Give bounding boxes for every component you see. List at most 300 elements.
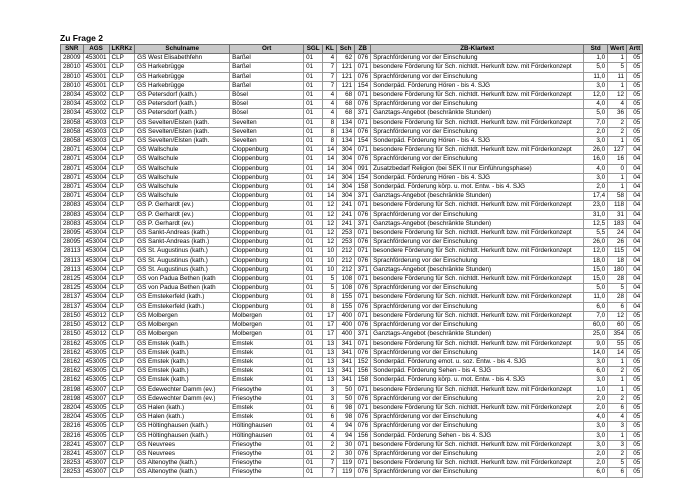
- table-cell: Cloppenburg: [230, 219, 304, 228]
- table-cell: 134: [337, 137, 355, 146]
- table-cell: 453001: [83, 63, 109, 72]
- table-cell: 071: [355, 247, 371, 256]
- table-cell: 9,0: [584, 339, 608, 348]
- table-cell: GS Molbergen: [135, 321, 230, 330]
- table-cell: 05: [627, 468, 643, 477]
- table-cell: 17: [323, 330, 337, 339]
- table-cell: CLP: [109, 229, 135, 238]
- table-cell: CLP: [109, 91, 135, 100]
- table-cell: Cloppenburg: [230, 201, 304, 210]
- table-cell: 05: [627, 63, 643, 72]
- table-cell: 091: [355, 164, 371, 173]
- table-cell: 01: [304, 284, 323, 293]
- table-cell: 2: [608, 394, 627, 403]
- table-cell: 05: [627, 54, 643, 63]
- table-cell: 453002: [83, 109, 109, 118]
- table-cell: 4: [323, 91, 337, 100]
- table-cell: Cloppenburg: [230, 293, 304, 302]
- table-cell: Cloppenburg: [230, 155, 304, 164]
- table-cell: CLP: [109, 164, 135, 173]
- table-cell: GS St. Augustinus (kath.): [135, 265, 230, 274]
- table-cell: 28071: [61, 173, 84, 182]
- table-body: [61, 54, 643, 477]
- column-header: SNR: [61, 45, 84, 54]
- table-cell: 14: [608, 348, 627, 357]
- table-cell: 31,0: [584, 210, 608, 219]
- table-cell: 05: [627, 72, 643, 81]
- table-cell: 071: [355, 63, 371, 72]
- table-cell: GS Emstek (kath.): [135, 357, 230, 366]
- table-cell: 28010: [61, 63, 84, 72]
- table-cell: 05: [627, 91, 643, 100]
- table-cell: 3: [608, 440, 627, 449]
- table-cell: 4: [608, 100, 627, 109]
- table-cell: 158: [355, 376, 371, 385]
- table-cell: 05: [627, 339, 643, 348]
- table-cell: 01: [304, 81, 323, 90]
- table-cell: 04: [627, 164, 643, 173]
- table-cell: 28083: [61, 219, 84, 228]
- table-cell: 28058: [61, 137, 84, 146]
- table-cell: CLP: [109, 339, 135, 348]
- table-cell: 241: [337, 210, 355, 219]
- table-cell: 4: [323, 431, 337, 440]
- table-cell: 3,0: [584, 81, 608, 90]
- table-cell: Emstek: [230, 357, 304, 366]
- table-cell: 04: [627, 265, 643, 274]
- table-cell: 6,0: [584, 468, 608, 477]
- table-cell: 8: [323, 293, 337, 302]
- table-cell: 05: [627, 459, 643, 468]
- table-cell: GS Emstek (kath.): [135, 376, 230, 385]
- table-cell: Molbergen: [230, 321, 304, 330]
- table-cell: 453005: [83, 422, 109, 431]
- table-cell: Sonderpäd. Förderung emot. u. soz. Entw. - bis 4. SJG: [371, 357, 584, 366]
- table-cell: GS Halen (kath.): [135, 403, 230, 412]
- table-cell: CLP: [109, 275, 135, 284]
- table-cell: 01: [304, 440, 323, 449]
- table-cell: 7,0: [584, 118, 608, 127]
- table-cell: 6: [608, 403, 627, 412]
- table-cell: 12: [323, 201, 337, 210]
- table-cell: CLP: [109, 440, 135, 449]
- table-cell: GS Molbergen: [135, 330, 230, 339]
- table-cell: 28071: [61, 192, 84, 201]
- table-cell: 28241: [61, 440, 84, 449]
- table-cell: 55: [608, 339, 627, 348]
- table-cell: 11,0: [584, 72, 608, 81]
- table-cell: 076: [355, 413, 371, 422]
- table-cell: 05: [627, 321, 643, 330]
- table-cell: Sevelten: [230, 137, 304, 146]
- table-cell: CLP: [109, 330, 135, 339]
- table-cell: 2,0: [584, 183, 608, 192]
- table-cell: 071: [355, 339, 371, 348]
- table-cell: 05: [627, 127, 643, 136]
- table-cell: Barßel: [230, 72, 304, 81]
- table-row: [61, 339, 643, 348]
- table-cell: 10: [323, 247, 337, 256]
- table-cell: 121: [337, 63, 355, 72]
- table-cell: Sprachförderung vor der Einschulung: [371, 100, 584, 109]
- table-cell: 01: [304, 321, 323, 330]
- table-cell: 01: [304, 403, 323, 412]
- table-cell: Sprachförderung vor der Einschulung: [371, 72, 584, 81]
- table-cell: 12,5: [584, 219, 608, 228]
- table-cell: CLP: [109, 459, 135, 468]
- table-cell: 28241: [61, 449, 84, 458]
- table-row: [61, 238, 643, 247]
- table-cell: 01: [304, 192, 323, 201]
- table-cell: 04: [627, 183, 643, 192]
- table-cell: 400: [337, 321, 355, 330]
- table-cell: 453007: [83, 459, 109, 468]
- table-cell: GS Wallschule: [135, 192, 230, 201]
- table-cell: Cloppenburg: [230, 284, 304, 293]
- table-cell: 14: [323, 155, 337, 164]
- table-cell: 2,0: [584, 394, 608, 403]
- table-cell: 371: [355, 330, 371, 339]
- table-cell: Sprachförderung vor der Einschulung: [371, 284, 584, 293]
- table-cell: GS Molbergen: [135, 311, 230, 320]
- table-cell: Sevelten: [230, 127, 304, 136]
- table-cell: 28198: [61, 394, 84, 403]
- table-cell: 453005: [83, 403, 109, 412]
- table-cell: 304: [337, 155, 355, 164]
- table-cell: 01: [304, 431, 323, 440]
- table-cell: besondere Förderung für Sch. nichtdt. Herkunft bzw. mit Förderkonzept: [371, 63, 584, 72]
- table-cell: 18,0: [584, 256, 608, 265]
- table-cell: 28083: [61, 210, 84, 219]
- table-cell: Cloppenburg: [230, 275, 304, 284]
- table-cell: 8: [323, 118, 337, 127]
- table-cell: 25,0: [584, 330, 608, 339]
- table-cell: Cloppenburg: [230, 192, 304, 201]
- table-cell: 16,0: [584, 155, 608, 164]
- table-cell: Friesoythe: [230, 468, 304, 477]
- table-cell: 1,0: [584, 54, 608, 63]
- data-table: [60, 44, 643, 478]
- table-cell: 28162: [61, 357, 84, 366]
- table-cell: 17: [323, 321, 337, 330]
- table-cell: 01: [304, 357, 323, 366]
- table-cell: Sprachförderung vor der Einschulung: [371, 54, 584, 63]
- table-cell: 134: [337, 118, 355, 127]
- table-cell: GS Höltinghausen (kath.): [135, 422, 230, 431]
- table-cell: 50: [337, 385, 355, 394]
- table-cell: Sprachförderung vor der Einschulung: [371, 348, 584, 357]
- table-row: [61, 459, 643, 468]
- table-cell: 4: [323, 422, 337, 431]
- table-cell: 5: [323, 275, 337, 284]
- table-row: [61, 367, 643, 376]
- table-cell: 241: [337, 219, 355, 228]
- table-cell: GS Neuvrees: [135, 449, 230, 458]
- table-cell: CLP: [109, 422, 135, 431]
- table-cell: 12: [323, 210, 337, 219]
- table-cell: 04: [627, 256, 643, 265]
- table-cell: besondere Förderung für Sch. nichtdt. Herkunft bzw. mit Förderkonzept: [371, 385, 584, 394]
- table-cell: 28253: [61, 459, 84, 468]
- table-cell: 01: [304, 247, 323, 256]
- table-cell: 01: [304, 91, 323, 100]
- table-cell: CLP: [109, 81, 135, 90]
- table-row: [61, 275, 643, 284]
- table-cell: 180: [608, 265, 627, 274]
- table-cell: 04: [627, 238, 643, 247]
- table-row: [61, 183, 643, 192]
- table-cell: 371: [355, 265, 371, 274]
- table-cell: 28162: [61, 339, 84, 348]
- table-cell: GS Edewechter Damm (ev.): [135, 385, 230, 394]
- table-cell: 04: [627, 302, 643, 311]
- table-cell: 05: [627, 449, 643, 458]
- table-row: [61, 385, 643, 394]
- table-cell: CLP: [109, 302, 135, 311]
- table-cell: besondere Förderung für Sch. nichtdt. Herkunft bzw. mit Förderkonzept: [371, 201, 584, 210]
- table-cell: 155: [337, 293, 355, 302]
- table-cell: 05: [627, 385, 643, 394]
- table-row: [61, 293, 643, 302]
- table-cell: CLP: [109, 219, 135, 228]
- table-cell: Ganztags-Angebot (beschränkte Stunden): [371, 330, 584, 339]
- table-cell: 05: [627, 109, 643, 118]
- table-cell: Sonderpäd. Förderung Sehen - bis 4. SJG: [371, 431, 584, 440]
- table-cell: Sprachförderung vor der Einschulung: [371, 256, 584, 265]
- table-cell: 26,0: [584, 146, 608, 155]
- table-row: [61, 302, 643, 311]
- table-cell: 2: [323, 449, 337, 458]
- table-cell: 152: [355, 357, 371, 366]
- table-cell: 05: [627, 81, 643, 90]
- table-cell: 3,0: [584, 173, 608, 182]
- table-cell: 14: [323, 146, 337, 155]
- table-cell: 13: [323, 357, 337, 366]
- table-cell: 5,0: [584, 284, 608, 293]
- table-cell: 28162: [61, 367, 84, 376]
- column-header: ZB: [355, 45, 371, 54]
- table-cell: 04: [627, 219, 643, 228]
- table-cell: 01: [304, 256, 323, 265]
- table-row: [61, 81, 643, 90]
- table-cell: 121: [337, 81, 355, 90]
- table-cell: 453007: [83, 394, 109, 403]
- table-cell: 5,5: [584, 229, 608, 238]
- table-cell: 13: [323, 348, 337, 357]
- table-cell: CLP: [109, 173, 135, 182]
- table-cell: 1: [608, 385, 627, 394]
- table-row: [61, 100, 643, 109]
- table-row: [61, 164, 643, 173]
- table-cell: CLP: [109, 413, 135, 422]
- table-cell: 05: [627, 394, 643, 403]
- table-cell: besondere Förderung für Sch. nichtdt. Herkunft bzw. mit Förderkonzept: [371, 275, 584, 284]
- table-cell: Emstek: [230, 413, 304, 422]
- table-cell: CLP: [109, 155, 135, 164]
- table-row: [61, 201, 643, 210]
- table-row: [61, 72, 643, 81]
- table-cell: 108: [337, 275, 355, 284]
- table-cell: 98: [337, 413, 355, 422]
- table-cell: 16: [608, 155, 627, 164]
- table-cell: GS Petersdorf (kath.): [135, 91, 230, 100]
- table-cell: 453005: [83, 367, 109, 376]
- table-cell: 13: [323, 367, 337, 376]
- table-cell: 076: [355, 422, 371, 431]
- table-cell: 05: [627, 376, 643, 385]
- table-cell: 1: [608, 81, 627, 90]
- table-cell: GS Harkebrügge: [135, 72, 230, 81]
- table-cell: 04: [627, 210, 643, 219]
- table-cell: 01: [304, 63, 323, 72]
- table-cell: Sprachförderung vor der Einschulung: [371, 321, 584, 330]
- table-cell: Sprachförderung vor der Einschulung: [371, 127, 584, 136]
- table-cell: 28: [608, 275, 627, 284]
- column-header: Sch: [337, 45, 355, 54]
- table-row: [61, 118, 643, 127]
- table-cell: 071: [355, 201, 371, 210]
- table-row: [61, 449, 643, 458]
- page-title: Zu Frage 2: [60, 33, 103, 43]
- table-cell: 4,0: [584, 413, 608, 422]
- table-cell: CLP: [109, 394, 135, 403]
- table-cell: 14: [323, 173, 337, 182]
- table-cell: 28071: [61, 155, 84, 164]
- table-cell: GS Petersdorf (kath.): [135, 109, 230, 118]
- table-cell: 1: [608, 431, 627, 440]
- table-cell: 58: [608, 192, 627, 201]
- table-cell: 304: [337, 146, 355, 155]
- column-header: LKRKz: [109, 45, 135, 54]
- table-cell: 4: [323, 54, 337, 63]
- table-cell: GS Wallschule: [135, 155, 230, 164]
- table-cell: 4,0: [584, 100, 608, 109]
- table-cell: GS Harkebrügge: [135, 63, 230, 72]
- table-cell: CLP: [109, 367, 135, 376]
- table-row: [61, 127, 643, 136]
- table-cell: 2: [608, 118, 627, 127]
- table-cell: 453001: [83, 54, 109, 63]
- table-cell: 453004: [83, 293, 109, 302]
- table-cell: Barßel: [230, 63, 304, 72]
- table-cell: CLP: [109, 385, 135, 394]
- table-cell: GS Sankt-Andreas (kath.): [135, 238, 230, 247]
- table-cell: 68: [337, 100, 355, 109]
- table-cell: 5,0: [584, 109, 608, 118]
- table-cell: Ganztags-Angebot (beschränkte Stunden): [371, 109, 584, 118]
- table-cell: 7,0: [584, 311, 608, 320]
- table-row: [61, 146, 643, 155]
- table-cell: 5: [608, 459, 627, 468]
- table-cell: 1: [608, 173, 627, 182]
- table-cell: 071: [355, 293, 371, 302]
- table-row: [61, 173, 643, 182]
- table-cell: 453004: [83, 302, 109, 311]
- table-cell: Bösel: [230, 91, 304, 100]
- table-row: [61, 321, 643, 330]
- table-cell: 071: [355, 91, 371, 100]
- table-cell: 1: [608, 137, 627, 146]
- table-cell: 3,0: [584, 357, 608, 366]
- table-cell: Sonderpäd. Förderung körp. u. mot. Entw. - bis 4. SJG: [371, 376, 584, 385]
- table-cell: 05: [627, 403, 643, 412]
- table-cell: 01: [304, 275, 323, 284]
- table-cell: 453007: [83, 468, 109, 477]
- table-cell: 453005: [83, 431, 109, 440]
- table-cell: 23,0: [584, 201, 608, 210]
- table-cell: 341: [337, 348, 355, 357]
- table-cell: 28113: [61, 265, 84, 274]
- table-cell: 28083: [61, 201, 84, 210]
- table-cell: 212: [337, 247, 355, 256]
- table-cell: GS Harkebrügge: [135, 81, 230, 90]
- table-cell: Barßel: [230, 81, 304, 90]
- table-cell: 8: [323, 137, 337, 146]
- table-cell: 28095: [61, 229, 84, 238]
- table-cell: 01: [304, 348, 323, 357]
- table-cell: 01: [304, 449, 323, 458]
- table-cell: GS St. Augustinus (kath.): [135, 247, 230, 256]
- table-cell: 26: [608, 238, 627, 247]
- table-header-row: [61, 45, 643, 54]
- table-cell: CLP: [109, 210, 135, 219]
- table-cell: 453004: [83, 201, 109, 210]
- table-row: [61, 155, 643, 164]
- table-cell: GS von Padua Bethen (kath: [135, 284, 230, 293]
- table-row: [61, 219, 643, 228]
- table-cell: 453012: [83, 330, 109, 339]
- table-row: [61, 137, 643, 146]
- table-cell: besondere Förderung für Sch. nichtdt. Herkunft bzw. mit Förderkonzept: [371, 403, 584, 412]
- table-cell: CLP: [109, 72, 135, 81]
- table-cell: Sprachförderung vor der Einschulung: [371, 468, 584, 477]
- table-cell: GS Sevelten/Elsten (kath.: [135, 137, 230, 146]
- table-cell: 453004: [83, 265, 109, 274]
- table-cell: 05: [627, 118, 643, 127]
- table-cell: besondere Förderung für Sch. nichtdt. Herkunft bzw. mit Förderkonzept: [371, 293, 584, 302]
- table-row: [61, 311, 643, 320]
- table-cell: Cloppenburg: [230, 247, 304, 256]
- table-cell: 071: [355, 440, 371, 449]
- table-cell: 28125: [61, 275, 84, 284]
- table-cell: 2: [323, 440, 337, 449]
- table-cell: 15,0: [584, 265, 608, 274]
- table-cell: 212: [337, 256, 355, 265]
- table-cell: 05: [627, 348, 643, 357]
- table-cell: 01: [304, 330, 323, 339]
- table-cell: 400: [337, 311, 355, 320]
- table-cell: besondere Förderung für Sch. nichtdt. Herkunft bzw. mit Förderkonzept: [371, 440, 584, 449]
- table-cell: 28058: [61, 118, 84, 127]
- table-row: [61, 394, 643, 403]
- table-cell: 01: [304, 459, 323, 468]
- table-cell: 076: [355, 394, 371, 403]
- table-cell: GS West Elisabethfehn: [135, 54, 230, 63]
- table-cell: 12,0: [584, 247, 608, 256]
- table-cell: 01: [304, 183, 323, 192]
- table-cell: CLP: [109, 137, 135, 146]
- table-cell: 121: [337, 72, 355, 81]
- table-cell: 04: [627, 155, 643, 164]
- table-cell: 28010: [61, 81, 84, 90]
- table-cell: 01: [304, 293, 323, 302]
- table-cell: CLP: [109, 376, 135, 385]
- table-cell: 14: [323, 183, 337, 192]
- table-cell: Molbergen: [230, 330, 304, 339]
- table-row: [61, 422, 643, 431]
- table-cell: 3,0: [584, 431, 608, 440]
- table-row: [61, 210, 643, 219]
